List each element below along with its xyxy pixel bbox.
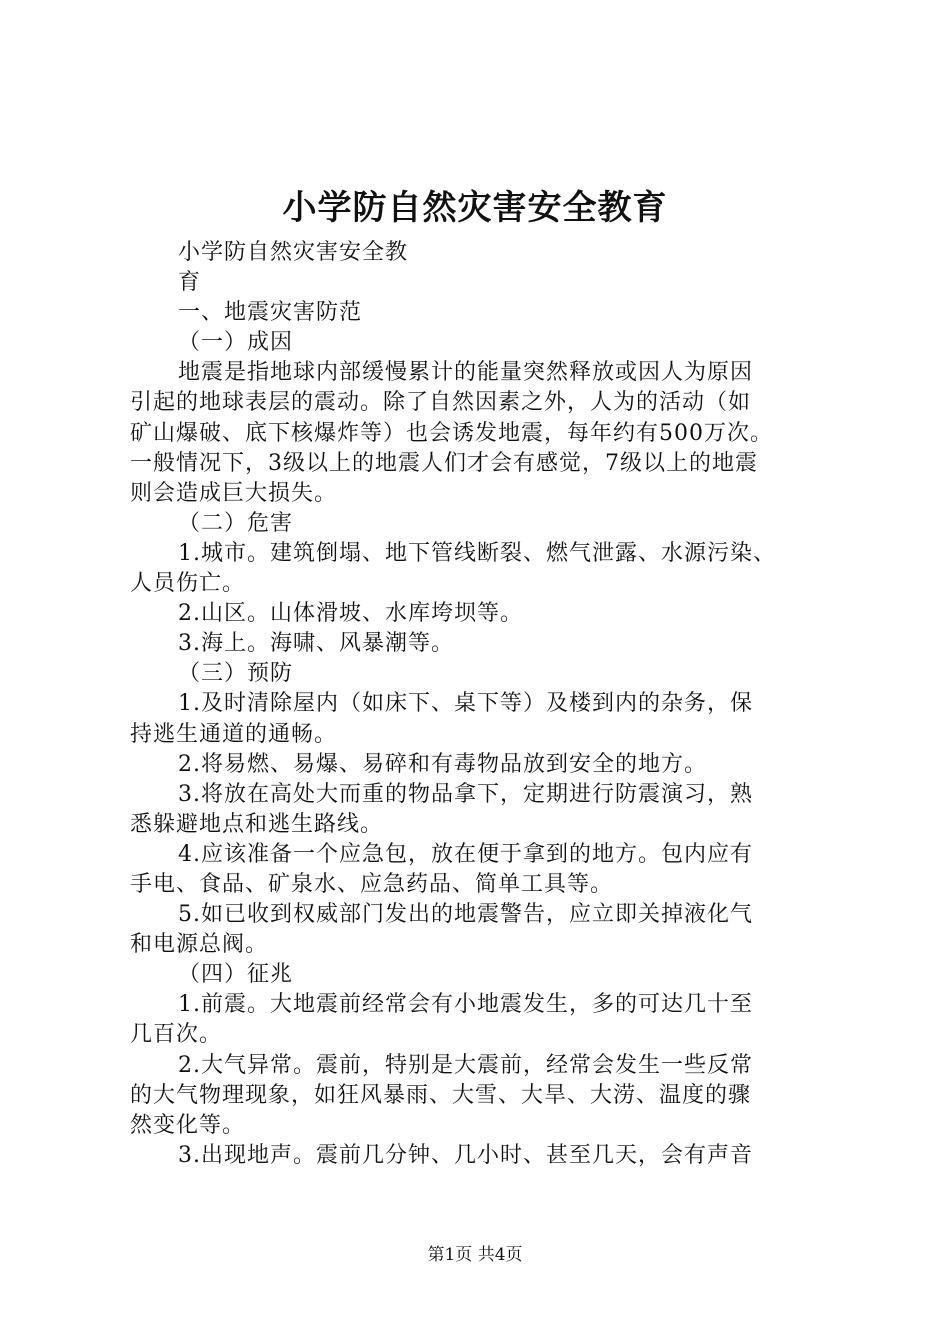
paragraph-line: 1.及时清除屋内（如床下、桌下等）及楼到内的杂务，保 [178, 691, 753, 717]
paragraph-line: 2.将易燃、易爆、易碎和有毒物品放到安全的地方。 [178, 751, 707, 777]
paragraph-line: 持逃生通道的通畅。 [130, 721, 338, 747]
paragraph-line: 一般情况下，3级以上的地震人们才会有感觉，7级以上的地震 [130, 450, 758, 476]
paragraph-line: 4.应该准备一个应急包，放在便于拿到的地方。包内应有 [178, 841, 753, 867]
paragraph-line: 5.如已收到权威部门发出的地震警告，应立即关掉液化气 [178, 902, 753, 928]
paragraph-line: 一、地震灾害防范 [178, 300, 363, 326]
paragraph-line: 3.出现地声。震前几分钟、几小时、甚至几天，会有声音 [178, 1142, 753, 1168]
paragraph-line: （三）预防 [178, 661, 294, 687]
paragraph-line: 和电源总阀。 [130, 932, 269, 958]
paragraph-line: 手电、食品、矿泉水、应急药品、简单工具等。 [130, 871, 614, 897]
paragraph-line: 人员伤亡。 [130, 571, 246, 597]
paragraph-line: 2.大气异常。震前，特别是大震前，经常会发生一些反常 [178, 1052, 753, 1078]
paragraph-line: 3.海上。海啸、风暴潮等。 [178, 631, 454, 657]
paragraph-line: 2.山区。山体滑坡、水库垮坝等。 [178, 601, 523, 627]
page-footer: 第1页 共4页 [427, 1245, 523, 1265]
paragraph-line: （二）危害 [178, 510, 294, 536]
paragraph-line: 1.城市。建筑倒塌、地下管线断裂、燃气泄露、水源污染、 [178, 540, 776, 566]
paragraph-line: 育 [178, 270, 202, 296]
paragraph-line: 引起的地球表层的震动。除了自然因素之外，人为的活动（如 [130, 390, 752, 416]
paragraph-line: 几百次。 [130, 1022, 223, 1048]
paragraph-line: 小学防自然灾害安全教 [178, 240, 409, 265]
document-title: 小学防自然灾害安全教育 [282, 188, 668, 228]
paragraph-line: 1.前震。大地震前经常会有小地震发生，多的可达几十至 [178, 992, 753, 1018]
paragraph-line: 地震是指地球内部缓慢累计的能量突然释放或因人为原因 [178, 360, 754, 386]
paragraph-line: 则会造成巨大损失。 [130, 480, 338, 506]
paragraph-line: 矿山爆破、底下核爆炸等）也会诱发地震，每年约有500万次。 [130, 420, 773, 446]
paragraph-line: 悉躲避地点和逃生路线。 [130, 811, 384, 837]
paragraph-line: 的大气物理现象，如狂风暴雨、大雪、大旱、大涝、温度的骤 [130, 1082, 752, 1108]
paragraph-line: （四）征兆 [178, 962, 294, 988]
paragraph-line: 然变化等。 [130, 1112, 246, 1138]
paragraph-line: （一）成因 [178, 330, 294, 356]
document-body [130, 238, 850, 1171]
paragraph-line: 3.将放在高处大而重的物品拿下，定期进行防震演习，熟 [178, 781, 753, 807]
